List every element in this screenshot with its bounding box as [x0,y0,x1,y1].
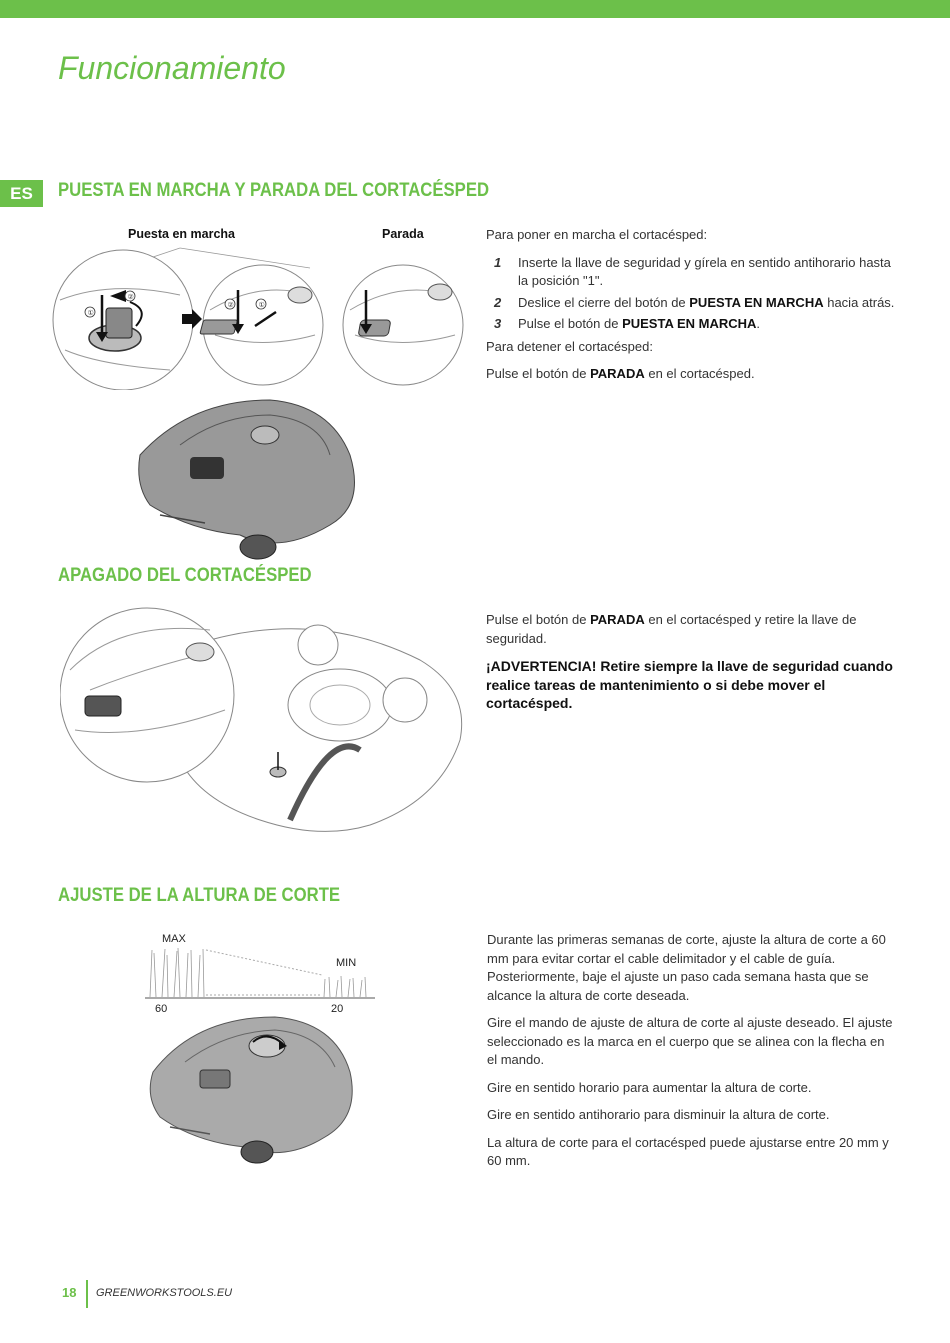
step-number: 2 [494,294,502,310]
language-tab: ES [0,180,43,207]
section-title-shutdown: APAGADO DEL CORTACÉSPED [58,565,312,586]
section-title-cutting-height: AJUSTE DE LA ALTURA DE CORTE [58,885,341,906]
marker-2-second: ② [227,302,234,309]
step-2 [486,294,896,313]
top-accent-bar [0,0,950,18]
figure-label-stop: Parada [382,227,424,241]
cutting-height-paragraph: Gire en sentido horario para aumentar la altura de corte. [487,1079,812,1095]
step-text: . [756,316,761,331]
cutting-height-paragraph: Durante las primeras semanas de corte, ajuste la altura de corte a 60 mm para evitar cortar el cable delimitador y el cable de guía. Posteriormente, baje el ajuste un paso cada semana hasta que se alcance la altura de corte deseada. [487,932,886,1003]
figure-label-start: Puesta en marcha [128,227,235,241]
step-number: 3 [494,316,502,331]
shutdown-text: Pulse el botón de PARADA en el cortacésped y retire la llave de seguridad. [486,612,857,646]
shutdown-illustration [60,600,465,840]
mower-illustration-height [145,1012,360,1172]
page-title: Funcionamiento [58,50,286,86]
warning-text: ¡ADVERTENCIA! Retire siempre la llave de seguridad cuando realice tareas de mantenimiento o si debe mover el cortacésped. [486,658,893,711]
marker-1-second: ① [258,302,265,309]
step-text-bold: PUESTA EN MARCHA [689,294,824,310]
step-text: Inserte la llave de seguridad y gírela en sentido antihorario hasta la posición "1". [518,254,891,288]
marker-1-first: ① [87,310,94,317]
footer-divider [86,1280,88,1308]
step-number: 1 [494,254,502,270]
cutting-height-paragraph: Gire en sentido antihorario para disminuir la altura de corte. [487,1107,830,1122]
mower-illustration-top [130,395,370,565]
min-label: MIN [336,957,357,969]
step-text: Pulse el botón de [518,316,623,331]
start-stop-illustration [50,240,470,390]
marker-2-first: ② [127,294,134,301]
grass-height-diagram [140,945,380,1000]
cutting-height-paragraph: Gire el mando de ajuste de altura de corte al ajuste deseado. El ajuste seleccionado es la marca en el cuerpo que se alinea con la flecha en el mando. [487,1015,893,1067]
step-3 [486,315,896,334]
start-instructions [486,226,896,393]
step-1 [486,254,896,291]
cutting-height-paragraph: La altura de corte para el cortacésped puede ajustarse entre 20 mm y 60 mm. [487,1134,889,1168]
cutting-height-text [487,931,895,1180]
page-number: 18 [62,1285,77,1300]
stop-text: Pulse el botón de PARADA en el cortacésped. [486,366,755,381]
shutdown-instructions [486,611,896,713]
section-title-start-stop: PUESTA EN MARCHA Y PARADA DEL CORTACÉSPED [58,180,490,201]
min-value: 20 [331,1003,344,1015]
max-value: 60 [155,1003,168,1015]
start-intro: Para poner en marcha el cortacésped: [486,227,708,242]
step-text: hacia atrás. [823,294,895,310]
step-text-bold: PUESTA EN MARCHA [622,316,757,331]
max-label: MAX [162,933,186,945]
step-text: Deslice el cierre del botón de [518,294,690,310]
start-steps-list [486,254,896,334]
stop-intro: Para detener el cortacésped: [486,338,653,354]
footer-website: GREENWORKSTOOLS.EU [96,1287,233,1299]
